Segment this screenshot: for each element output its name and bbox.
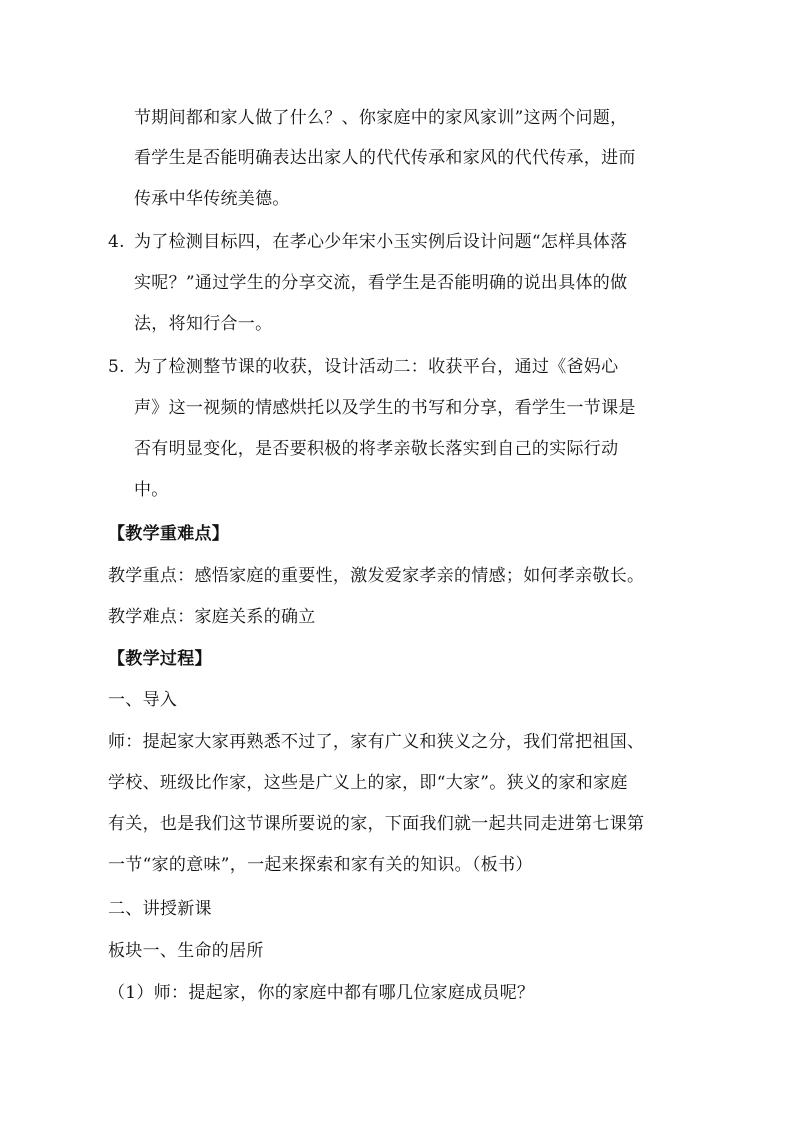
item4-line-3: 法，将知行合一。 <box>134 314 273 334</box>
teacher-intro-line-1: 师：提起家大家再熟悉不过了，家有广义和狭义之分，我们常把祖国、 <box>108 732 645 752</box>
block1-title: 板块一、生命的居所 <box>108 941 264 961</box>
section2-title: 二、讲授新课 <box>108 899 212 919</box>
heading-process: 【教学过程】 <box>108 649 212 669</box>
item5-line-4: 中。 <box>134 480 169 500</box>
item4-number: 4. <box>108 232 125 252</box>
teacher-intro-line-3: 有关，也是我们这节课所要说的家，下面我们就一起共同走进第七课第 <box>108 814 645 834</box>
item5-line-3: 否有明显变化，是否要积极的将孝亲敬长落实到自己的实际行动 <box>134 439 619 459</box>
item4-line-2: 实呢？”通过学生的分享交流，看学生是否能明确的说出具体的做 <box>134 273 628 293</box>
difficult-point: 教学难点：家庭关系的确立 <box>108 607 316 627</box>
item5-line-1: 为了检测整节课的收获，设计活动二：收获平台，通过《爸妈心 <box>134 357 619 377</box>
item3-line-3: 传承中华传统美德。 <box>134 189 290 209</box>
teacher-intro-line-2: 学校、班级比作家，这些是广义上的家，即“大家”。狭义的家和家庭 <box>108 773 628 793</box>
item3-line-1: 节期间都和家人做了什么？、你家庭中的家风家训”这两个问题， <box>134 108 628 128</box>
item3-line-2: 看学生是否能明确表达出家人的代代传承和家风的代代传承，进而 <box>134 148 636 168</box>
key-point: 教学重点：感悟家庭的重要性，激发爱家孝亲的情感；如何孝亲敬长。 <box>108 566 645 586</box>
question-1: （1）师：提起家，你的家庭中都有哪几位家庭成员呢？ <box>108 983 535 1003</box>
item5-line-2: 声》这一视频的情感烘托以及学生的书写和分享，看学生一节课是 <box>134 398 636 418</box>
item4-line-1: 为了检测目标四，在孝心少年宋小玉实例后设计问题“怎样具体落 <box>134 232 628 252</box>
teacher-intro-line-4: 一节“家的意味”，一起来探索和家有关的知识。（板书） <box>108 855 533 875</box>
heading-key-points: 【教学重难点】 <box>108 524 230 544</box>
item5-number: 5. <box>108 357 125 377</box>
section1-title: 一、导入 <box>108 690 178 710</box>
